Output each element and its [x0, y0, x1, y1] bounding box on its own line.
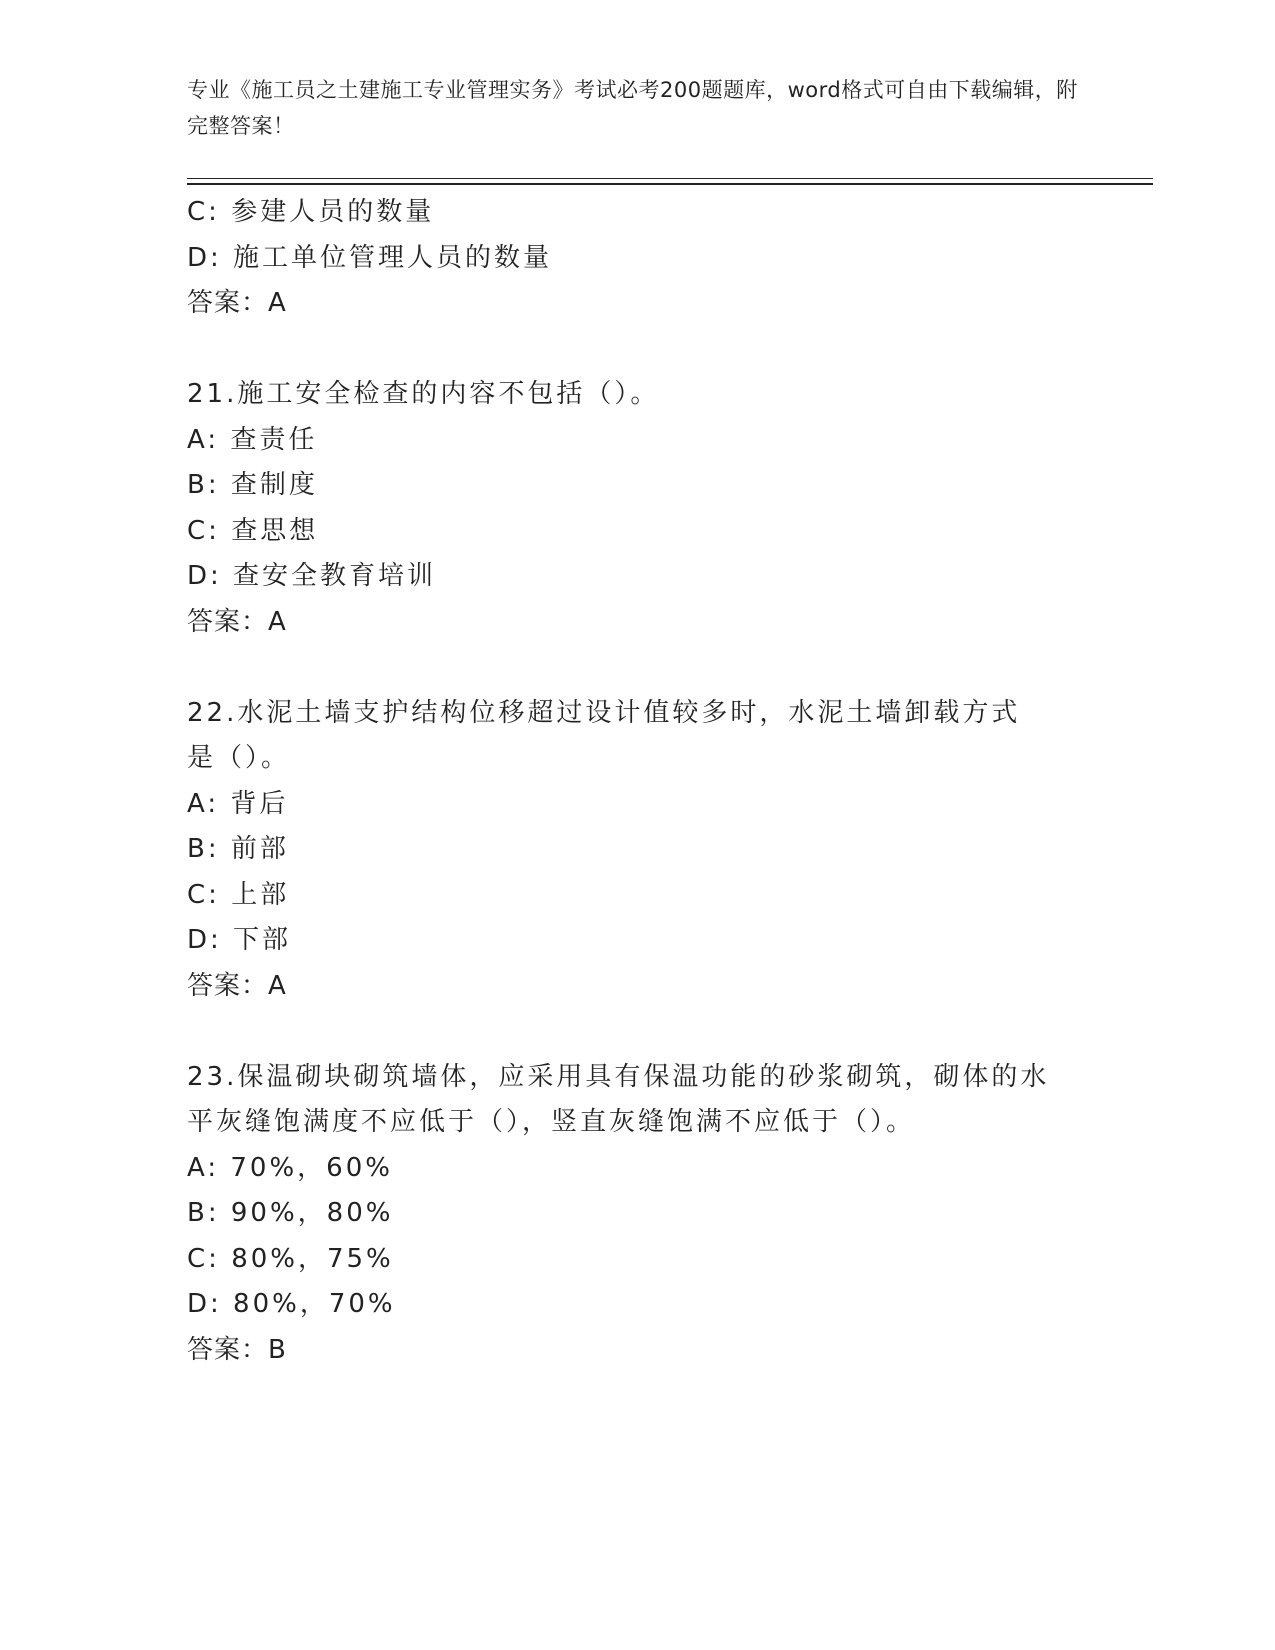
- option-label: B:: [187, 834, 220, 864]
- spacer: [187, 1009, 1087, 1055]
- question-number: 21.: [187, 379, 238, 409]
- spacer: [187, 645, 1087, 691]
- question-stem: [187, 372, 1087, 418]
- option-text: 查思想: [231, 515, 319, 546]
- option-text: 查责任: [230, 424, 318, 455]
- option-text: 下部: [233, 925, 292, 955]
- option-label: C:: [187, 1243, 220, 1274]
- question-stem: [187, 1055, 1057, 1146]
- answer-line: 答案：B: [187, 1334, 287, 1365]
- option-text: 背后: [230, 788, 289, 819]
- option-text: 80%，75%: [231, 1243, 394, 1274]
- option-b: [187, 827, 1087, 873]
- option-label: C:: [187, 879, 220, 910]
- option-text: 查制度: [230, 470, 318, 500]
- option-d: [187, 918, 1087, 964]
- question-text: 保温砌块砌筑墙体，应采用具有保温功能的砂浆砌筑，砌体的水平灰缝饱满度不应低于（），竖直灰缝饱满不应低于（）。: [187, 1061, 1050, 1137]
- option-d: [187, 236, 1087, 282]
- option-c: [187, 190, 1087, 236]
- question-number: 23.: [187, 1061, 238, 1092]
- option-text: 查安全教育培训: [233, 561, 437, 591]
- question-stem: [187, 691, 1037, 782]
- answer-line: 答案：A: [187, 970, 287, 1001]
- option-b: [187, 1191, 1087, 1237]
- option-label: B:: [187, 470, 220, 500]
- option-text: 70%，60%: [230, 1152, 393, 1183]
- option-a: [187, 782, 1087, 828]
- option-text: 前部: [230, 834, 289, 864]
- question-list: [187, 190, 1087, 1373]
- option-c: [187, 873, 1087, 919]
- option-label: D:: [187, 1289, 222, 1319]
- option-label: D:: [187, 242, 222, 273]
- option-c: [187, 509, 1087, 555]
- option-label: A:: [187, 788, 220, 819]
- answer-line: 答案：A: [187, 288, 287, 318]
- option-d: [187, 554, 1087, 600]
- option-label: A:: [187, 424, 220, 455]
- option-label: C:: [187, 197, 220, 227]
- option-text: 上部: [231, 879, 290, 910]
- option-a: [187, 1146, 1087, 1192]
- document-header: 专业《施工员之土建施工专业管理实务》考试必考200题题库，word格式可自由下载编辑，附完整答案！: [187, 78, 1078, 138]
- option-b: [187, 463, 1087, 509]
- option-label: D:: [187, 561, 222, 591]
- option-a: [187, 418, 1087, 464]
- question-text: 水泥土墙支护结构位移超过设计值较多时，水泥土墙卸载方式是（）。: [187, 697, 1021, 773]
- option-label: D:: [187, 925, 222, 955]
- option-text: 参建人员的数量: [231, 197, 435, 227]
- answer-line: 答案：A: [187, 606, 287, 637]
- option-label: A:: [187, 1152, 220, 1183]
- option-label: C:: [187, 515, 220, 546]
- option-d: [187, 1282, 1087, 1328]
- question-text: 施工安全检查的内容不包括（）。: [237, 379, 660, 409]
- option-label: B:: [187, 1198, 220, 1228]
- option-text: 80%，70%: [233, 1289, 396, 1319]
- option-text: 施工单位管理人员的数量: [233, 242, 553, 273]
- option-c: [187, 1237, 1087, 1283]
- spacer: [187, 327, 1087, 373]
- option-text: 90%，80%: [230, 1198, 394, 1228]
- header-divider-thin: [187, 178, 1153, 179]
- question-number: 22.: [187, 697, 238, 728]
- header-divider-thick: [187, 183, 1153, 185]
